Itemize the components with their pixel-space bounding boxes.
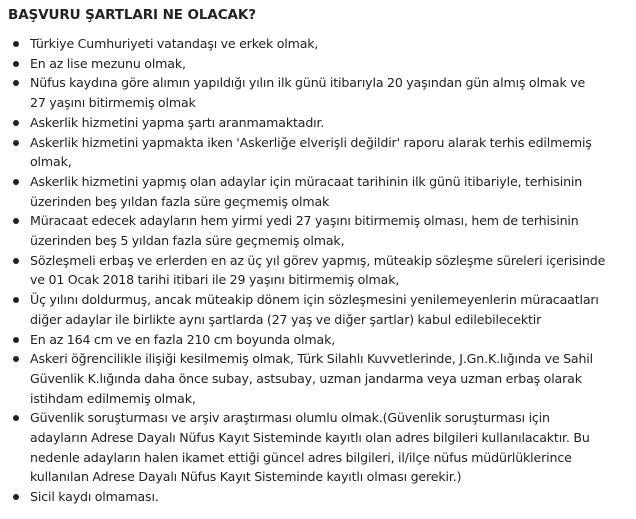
section-heading: BAŞVURU ŞARTLARI NE OLACAK? xyxy=(8,7,256,23)
list-item-text: Türkiye Cumhuriyeti vatandaşı ve erkek olmak, xyxy=(30,36,319,51)
list-item-text: ve 01 Ocak 2018 tarihi itibari ile 29 yaşını bitirmemiş olmak, xyxy=(30,272,400,288)
list-item xyxy=(8,251,632,290)
bullet-icon xyxy=(13,337,19,343)
bullet-icon xyxy=(13,41,19,47)
list-item-text: Sözleşmeli erbaş ve erlerden en az üç yıl görev yapmış, müteakip sözleşme süreleri içerisinde xyxy=(30,252,606,268)
requirements-list xyxy=(8,34,632,507)
list-item-text: istihdam edilmemiş olmak, xyxy=(30,390,196,406)
list-item xyxy=(8,330,632,350)
list-item-text: üzerinden beş 5 yıldan fazla süre geçmemiş olmak, xyxy=(30,233,345,249)
bullet-icon xyxy=(13,140,19,146)
list-item-text: En az lise mezunu olmak, xyxy=(30,55,186,71)
bullet-icon xyxy=(13,61,19,67)
list-item xyxy=(8,54,632,74)
bullet-icon xyxy=(13,80,19,86)
list-item xyxy=(8,172,632,211)
list-item xyxy=(8,408,632,487)
bullet-icon xyxy=(13,415,19,421)
list-item xyxy=(8,133,632,172)
bullet-icon xyxy=(13,297,19,303)
list-item-text: kullanılan Adrese Dayalı Nüfus Kayıt Sisteminde kayıtlı olması gerekir.) xyxy=(30,469,462,485)
list-item-text: Askerlik hizmetini yapmış olan adaylar için müracaat tarihinin ilk günü itibariyle, terhisinin xyxy=(30,173,583,189)
list-item-text: Nüfus kaydına göre alımın yapıldığı yılın ilk günü itibarıyla 20 yaşından gün almış olmak ve xyxy=(30,75,586,91)
list-item xyxy=(8,73,632,112)
list-item-text: Üç yılını doldurmuş, ancak müteakip dönem için sözleşmesini yenilemeyenlerin müracaatları xyxy=(30,292,599,308)
list-item-text: Sicil kaydı olmaması. xyxy=(30,489,159,505)
list-item xyxy=(8,349,632,408)
list-item xyxy=(8,487,632,507)
article-body xyxy=(8,0,632,507)
list-item-text: Güvenlik soruşturması ve arşiv araştırması olumlu olmak.(Güvenlik soruşturması için xyxy=(30,410,550,426)
list-item xyxy=(8,113,632,133)
list-item-text: Askerlik hizmetini yapma şartı aranmamaktadır. xyxy=(30,114,325,130)
bullet-icon xyxy=(13,258,19,264)
list-item-text: 27 yaşını bitirmemiş olmak xyxy=(30,95,196,111)
list-item-text: üzerinden beş yıldan fazla süre geçmemiş olmak xyxy=(30,193,330,209)
list-item-text: adayların Adrese Dayalı Nüfus Kayıt Sisteminde kayıtlı olan adres bilgileri kullanılacaktır. Bu xyxy=(30,430,590,446)
list-item-text: Askerlik hizmetini yapmakta iken 'Askerliğe elverişli değildir' raporu alarak terhis edilmemiş xyxy=(30,134,592,150)
list-item-text: Güvenlik K.lığında daha önce subay, astsubay, uzman jandarma veya uzman erbaş olarak xyxy=(30,370,582,386)
bullet-icon xyxy=(13,179,19,185)
list-item xyxy=(8,290,632,329)
list-item-text: diğer adaylar ile birlikte aynı şartlarda (27 yaş ve diğer şartlar) kabul edilebilecektir xyxy=(30,311,542,327)
bullet-icon xyxy=(13,120,19,126)
list-item-text: En az 164 cm ve en fazla 210 cm boyunda olmak, xyxy=(30,331,336,347)
bullet-icon xyxy=(13,218,19,224)
list-item-text: olmak, xyxy=(30,154,72,170)
list-item-text: Askeri öğrencilikle ilişiği kesilmemiş olmak, Türk Silahlı Kuvvetlerinde, J.Gn.K.lığında ve Sahil xyxy=(30,351,594,367)
bullet-icon xyxy=(13,494,19,500)
bullet-icon xyxy=(13,356,19,362)
list-item-text: Müracaat edecek adayların hem yirmi yedi 27 yaşını bitirmemiş olması, hem de terhisinin xyxy=(30,213,579,229)
list-item-text: nedenle adayların halen ikamet ettiği güncel adres bilgileri, il/ilçe nüfus müdürlüklerince xyxy=(30,449,572,465)
list-item xyxy=(8,34,632,54)
list-item xyxy=(8,211,632,250)
